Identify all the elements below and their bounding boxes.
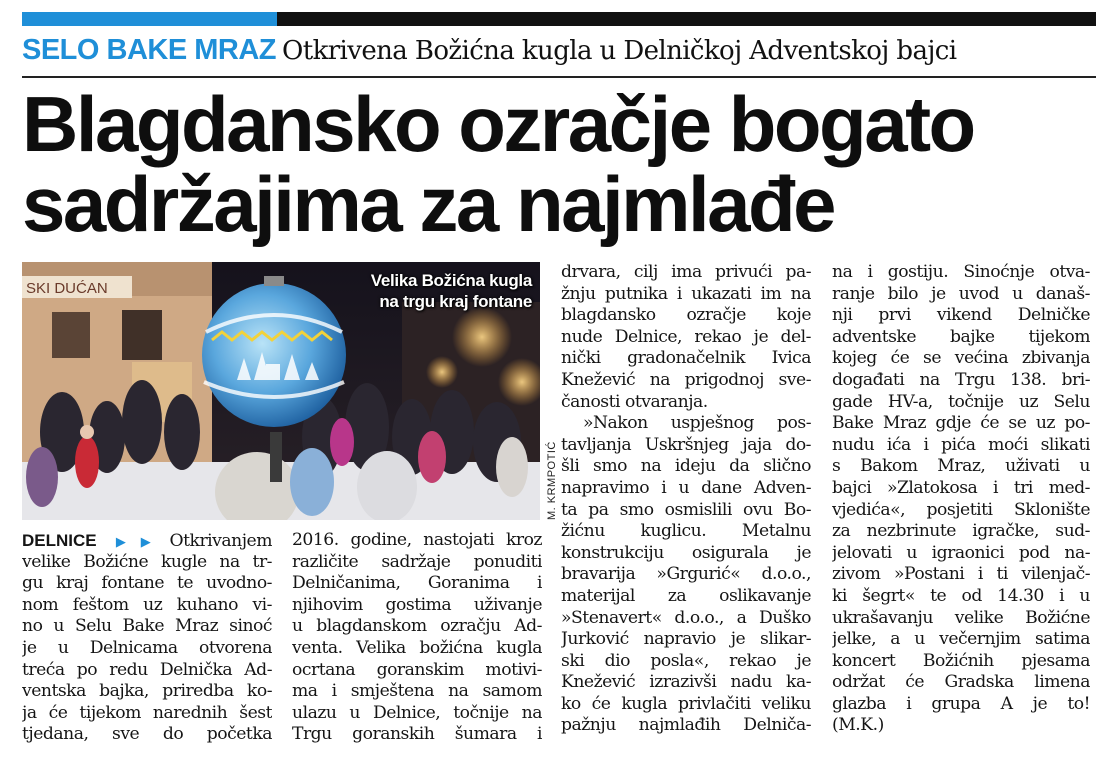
text-line: za nezbrinute igračke, sud- <box>832 521 1090 542</box>
article-column-2 <box>292 530 542 746</box>
text-line: nji prvi vikend Delničke <box>832 305 1090 326</box>
headline <box>22 80 1102 248</box>
text-line: ja će tijekom narednih šest <box>22 702 272 723</box>
text-line: (M.K.) <box>832 715 884 736</box>
text-line: ko će kugla privlačiti veliku <box>561 693 811 714</box>
article-column-1 <box>22 530 272 746</box>
photo-caption-line: na trgu kraj fontane <box>379 292 532 311</box>
text-line: čanosti otvaranja. <box>561 391 708 412</box>
text-line: ranje bilo je uvod u današ- <box>832 283 1090 304</box>
text-line: žićnu kuglicu. Metalnu <box>561 521 811 542</box>
text-line: nički gradonačelnik Ivica <box>561 348 811 369</box>
text-line: gu kraj fontane te uvodno- <box>22 573 272 594</box>
text-line: Trgu goranskih šumara i <box>292 724 542 745</box>
photo-caption <box>371 270 532 312</box>
section-subtitle: Otkrivena Božićna kugla u Delničkoj Adventskoj bajci <box>282 36 957 66</box>
text-line: »Stenavert« d.o.o., a Duško <box>561 607 811 628</box>
text-line: ocrtana goranskim motivi- <box>292 659 542 680</box>
dateline: DELNICE <box>22 531 97 550</box>
text-line: bravarija »Grgurić« d.o.o., <box>561 564 811 585</box>
header-black-bar <box>277 12 1096 26</box>
article-photo <box>22 262 540 520</box>
text-line: napravimo i u dane Adven- <box>561 477 811 498</box>
kicker <box>22 34 1096 74</box>
text-line: na i gostiju. Sinoćnje otva- <box>832 262 1090 282</box>
text-line: 2016. godine, nastojati kroz <box>292 530 542 550</box>
headline-line: Blagdansko ozračje bogato <box>22 80 974 168</box>
double-arrow-icon: ▶▶ <box>100 535 166 550</box>
article-column-3 <box>561 262 811 737</box>
header-accent-bar <box>22 12 277 26</box>
text-line: različite sadržaje ponuditi <box>292 551 542 572</box>
text-line: šli smo na ideju da slično <box>561 456 811 477</box>
text-line: ventska bajka, priredba ko- <box>22 681 272 702</box>
text-line: tjedana, sve do početka <box>22 724 272 745</box>
text-line: Delničanima, Goranima i <box>292 573 542 594</box>
article-column-4 <box>832 262 1090 737</box>
text-line: događati na Trgu 138. bri- <box>832 369 1090 390</box>
text-line: blagdansko ozračje koje <box>561 305 811 326</box>
text-line: pažnju najmlađih Delniča- <box>561 715 811 736</box>
text-line: gade HV-a, točnije uz Selu <box>832 391 1090 412</box>
text-line: vjedića«, posjetiti Sklonište <box>832 499 1090 520</box>
text-line: s Bakom Mraz, uživati u <box>832 456 1090 477</box>
text-line: nom feštom uz kuhano vi- <box>22 594 272 615</box>
text-line: Bake Mraz gdje će se uz po- <box>832 413 1090 434</box>
text-line: konstrukciju osigurala je <box>561 542 811 563</box>
text-line: ta pa smo osmislili ovu Bo- <box>561 499 811 520</box>
text-line: no u Selu Bake Mraz sinoć <box>22 616 272 637</box>
text-line: bajci »Zlatokosa i tri med- <box>832 477 1090 498</box>
text-line: venta. Velika božićna kugla <box>292 637 542 658</box>
text-line: koncert Božićnih pjesama <box>832 650 1090 671</box>
text-line: jelke, a u večernjim satima <box>832 629 1090 650</box>
headline-line: sadržajima za najmlađe <box>22 160 835 248</box>
text-line: Knežević na prigodnoj sve- <box>561 369 811 390</box>
text-line: materijal za oslikavanje <box>561 585 811 606</box>
text-line: tavljanja Uskršnjeg jaja do- <box>561 434 811 455</box>
text-line: drvara, cilj ima privući pa- <box>561 262 811 282</box>
text-line: u blagdanskom ozračju Ad- <box>292 616 542 637</box>
text-line: je u Delnicama otvorena <box>22 637 272 658</box>
text-line: njihovim gostima uživanje <box>292 594 542 615</box>
text-line: adventske bajke tijekom <box>832 326 1090 347</box>
text-line: treća po redu Delnička Ad- <box>22 659 272 680</box>
photo-caption-line: Velika Božićna kugla <box>370 271 532 290</box>
text-line: glazba i grupa A je to! <box>832 693 1090 714</box>
text-line: ma i smještena na samom <box>292 681 542 702</box>
text-line: velike Božićne kugle na tr- <box>22 551 272 572</box>
text-line: ski dio posla«, rekao je <box>561 650 811 671</box>
text-line: kojeg će se većina zbivanja <box>832 348 1090 369</box>
text-line: nude Delnice, rekao je del- <box>561 326 811 347</box>
text-line: nudu ića i pića moći slikati <box>832 434 1090 455</box>
kicker-divider <box>22 76 1096 78</box>
text-line: ulazu u Delnice, točnije na <box>292 702 542 723</box>
text-line: ki šegrt« te od 14.30 i u <box>832 585 1090 606</box>
photo-credit <box>546 266 560 520</box>
shop-sign-text: SKI DUĆAN <box>26 280 108 297</box>
text-line: »Nakon uspješnog pos- <box>583 413 811 434</box>
text-line: jelovati u igraonici pod na- <box>832 542 1090 563</box>
text-line: DELNICE ▶▶ Otkrivanjem <box>22 531 272 551</box>
text-line: zivom »Postani i ti vilenjač- <box>832 564 1090 585</box>
text-line: ukrašavanju velike Božićne <box>832 607 1090 628</box>
text-line: žnju putnika i ukazati im na <box>561 283 811 304</box>
text-line: Knežević izrazivši nadu ka- <box>561 672 811 693</box>
photo-credit-text: M. KRMPOTIĆ <box>546 441 558 520</box>
text-line: Jurković napravio je slikar- <box>561 629 811 650</box>
section-label: SELO BAKE MRAZ <box>22 34 276 66</box>
text-line: održat će Gradska limena <box>832 672 1090 693</box>
